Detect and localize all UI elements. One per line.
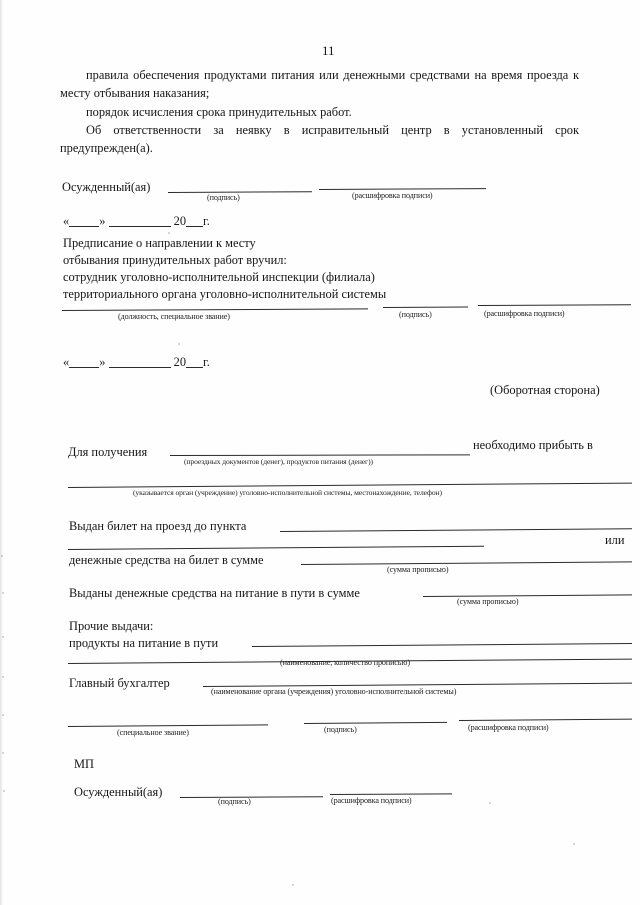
ticket-money-caption: (сумма прописью) <box>387 565 449 574</box>
chief-accountant-org-caption: (наименование органа (учреждения) уголовно-исполнительной системы) <box>211 687 457 696</box>
quote-close: » <box>99 214 106 228</box>
scan-speck <box>573 843 575 845</box>
scan-speck <box>489 802 491 804</box>
official-position-rule[interactable] <box>62 308 368 311</box>
day-blank[interactable] <box>69 356 99 368</box>
official-date-line[interactable] <box>63 355 210 370</box>
scan-edge-artifact <box>0 0 3 905</box>
handover-line-1: Предписание о направлении к месту <box>63 236 256 250</box>
year-blank[interactable] <box>186 356 203 368</box>
handover-line-4: территориального органа уголовно-исполнительной системы <box>63 287 387 301</box>
day-blank[interactable] <box>69 215 99 227</box>
scan-speck <box>2 592 4 594</box>
back-side-label: (Оборотная сторона) <box>490 383 600 397</box>
back-convict-transcript-caption: (расшифровка подписи) <box>331 796 412 805</box>
receipt-prefix-label: Для получения <box>68 445 148 459</box>
page-number: 11 <box>322 43 335 58</box>
back-convict-transcript-rule[interactable] <box>330 793 452 795</box>
chief-accountant-rank-caption: (специальное звание) <box>117 728 189 737</box>
front-convict-transcript-rule[interactable] <box>319 188 486 190</box>
scan-speck <box>168 232 170 234</box>
receipt-blank-rule[interactable] <box>170 454 470 456</box>
official-transcript-rule[interactable] <box>478 304 631 306</box>
receipt-suffix-label: необходимо прибыть в <box>473 438 593 452</box>
paragraph-term-calculation: порядок исчисления срока принудительных работ. <box>86 105 352 119</box>
year-suffix: г. <box>203 355 210 369</box>
scan-speck <box>292 884 294 886</box>
food-money-blank-rule[interactable] <box>423 594 632 597</box>
official-transcript-caption: (расшифровка подписи) <box>484 309 565 318</box>
year-suffix: г. <box>203 214 210 228</box>
month-blank[interactable] <box>109 215 171 227</box>
handover-line-2: отбывания принудительных работ вручил: <box>63 253 287 267</box>
receipt-caption: (проездных документов (денег), продуктов питания (денег)) <box>184 457 373 466</box>
front-convict-transcript-caption: (расшифровка подписи) <box>352 191 433 200</box>
chief-accountant-label: Главный бухгалтер <box>69 676 170 690</box>
scan-speck <box>178 343 180 345</box>
scan-speck <box>2 752 4 754</box>
official-position-caption: (должность, специальное звание) <box>118 312 230 321</box>
chief-accountant-signature-caption: (подпись) <box>324 725 357 734</box>
ticket-blank-rule-2[interactable] <box>68 546 484 550</box>
ticket-or-label: или <box>605 533 625 547</box>
paragraph-food-rules: правила обеспечения продуктами питания или денежными средствами на время проезда к месту отбывания наказания; <box>60 68 579 100</box>
back-convict-signature-caption: (подпись) <box>218 797 251 806</box>
authority-caption: (указывается орган (учреждение) уголовно-исполнительной системы, местонахождение, телефон) <box>133 488 442 497</box>
other-issues-blank-rule[interactable] <box>252 643 632 647</box>
chief-accountant-signature-rule[interactable] <box>304 722 447 724</box>
seal-mark-label: МП <box>74 757 94 771</box>
other-issues-heading: Прочие выдачи: <box>69 619 154 633</box>
ticket-money-blank-rule[interactable] <box>301 561 632 565</box>
front-date-line[interactable] <box>63 214 210 229</box>
front-convict-signature-caption: (подпись) <box>207 193 240 202</box>
scan-speck <box>2 714 4 716</box>
official-signature-caption: (подпись) <box>399 310 432 319</box>
scan-speck <box>2 636 4 638</box>
chief-accountant-transcript-rule[interactable] <box>459 719 632 721</box>
ticket-blank-rule[interactable] <box>280 528 632 532</box>
chief-accountant-rank-rule[interactable] <box>68 724 268 727</box>
front-convict-label: Осужденный(ая) <box>62 180 151 194</box>
quote-open: « <box>63 355 70 369</box>
chief-accountant-transcript-caption: (расшифровка подписи) <box>468 723 549 732</box>
year-prefix: 20 <box>173 214 187 228</box>
paragraph-responsibility-warning: Об ответственности за неявку в исправительный центр в установленный срок предупрежден(а). <box>60 123 579 155</box>
official-signature-rule[interactable] <box>383 307 468 308</box>
month-blank[interactable] <box>109 356 171 368</box>
handover-line-3: сотрудник уголовно-исполнительной инспекции (филиала) <box>63 270 375 284</box>
year-prefix: 20 <box>173 355 187 369</box>
ticket-money-label: денежные средства на билет в сумме <box>69 553 264 567</box>
quote-open: « <box>63 214 70 228</box>
other-issues-caption: (наименование, количество прописью) <box>280 658 410 667</box>
back-convict-signature-rule[interactable] <box>180 796 323 798</box>
back-convict-label: Осужденный(ая) <box>74 785 163 799</box>
ticket-label: Выдан билет на проезд до пункта <box>69 519 247 533</box>
food-money-caption: (сумма прописью) <box>457 597 519 606</box>
other-issues-label: продукты на питание в пути <box>69 636 219 650</box>
scan-speck <box>3 790 5 792</box>
quote-close: » <box>99 355 106 369</box>
year-blank[interactable] <box>186 215 203 227</box>
scan-speck <box>2 676 4 678</box>
food-money-label: Выданы денежные средства на питание в пути в сумме <box>69 586 360 600</box>
scan-speck <box>1 555 3 557</box>
